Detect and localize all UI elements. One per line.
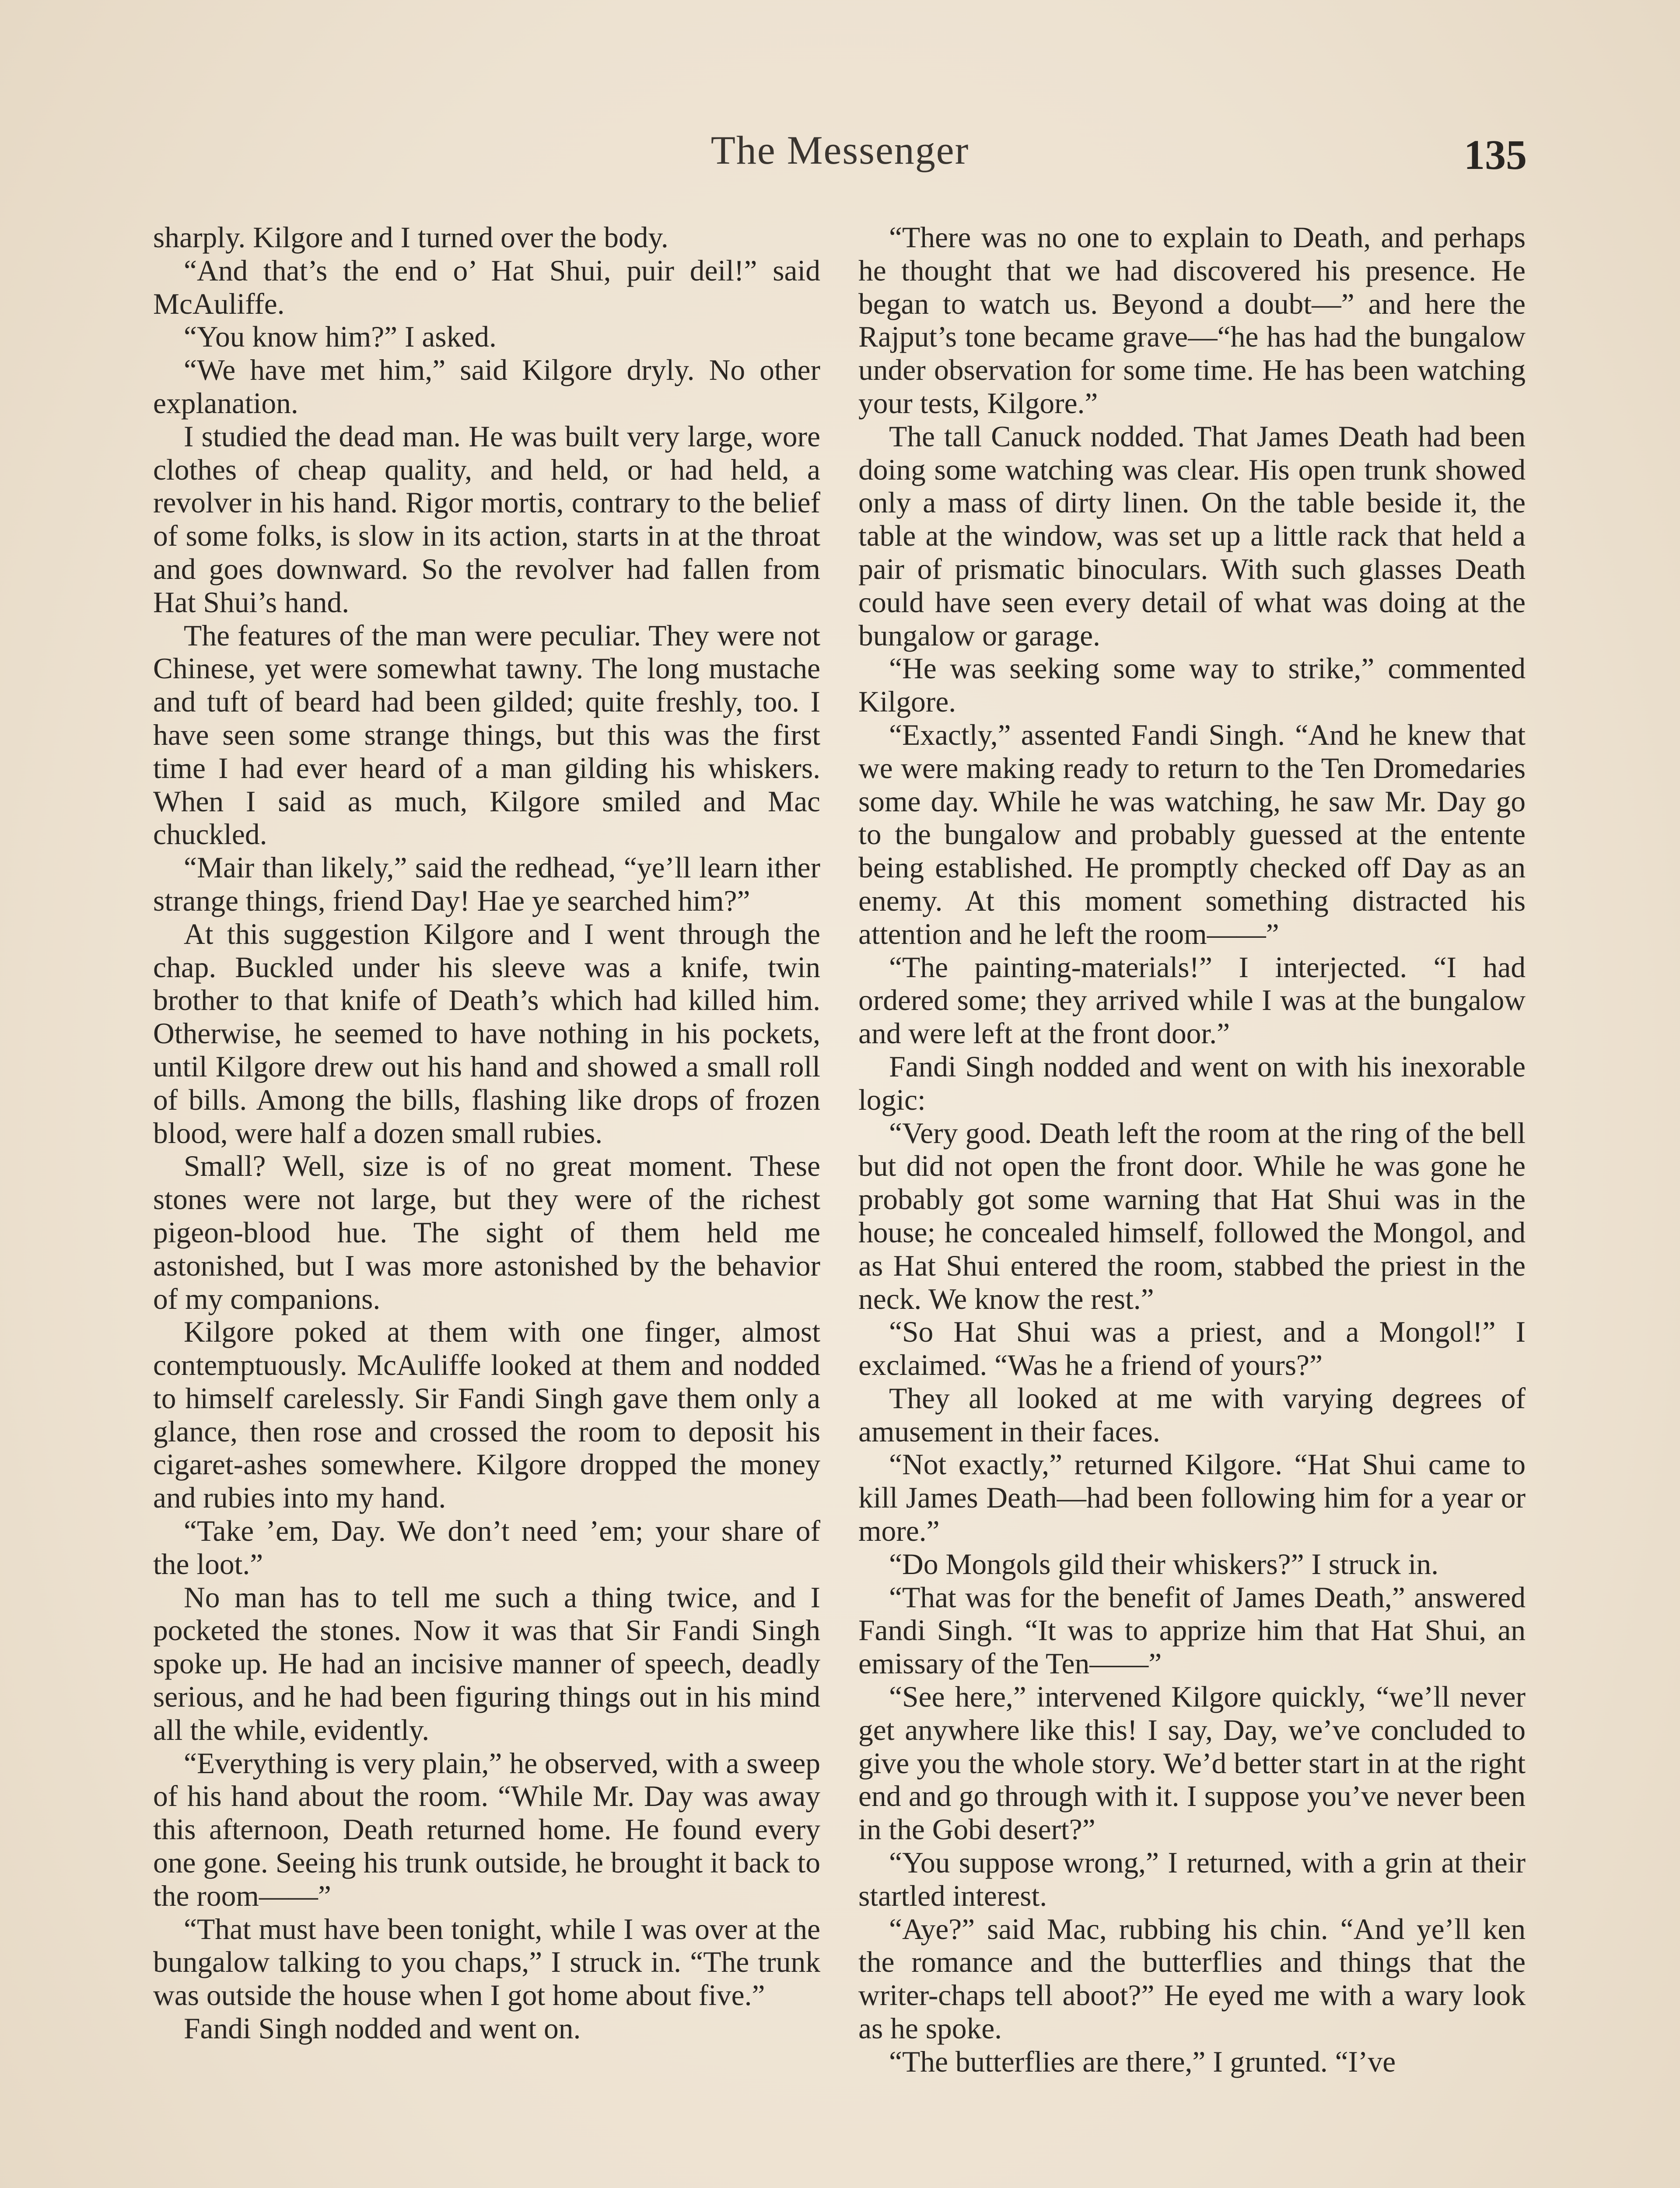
paragraph: “Everything is very plain,” he observed, with a sweep of his hand about the room. “While Mr. Day was away this afternoon, Death returned home. He found every one gone. Seeing his trunk outside, he brought it back to the room——”	[153, 1746, 820, 1912]
paragraph: “Very good. Death left the room at the ring of the bell but did not open the front door. While he was gone he probably got some warning that Hat Shui was in the house; he concealed himself, followed the Mongol, and as Hat Shui entered the room, stabbed the priest in the neck. We know the rest.”	[858, 1116, 1526, 1315]
paragraph: “He was seeking some way to strike,” commented Kilgore.	[858, 652, 1526, 719]
paragraph: “So Hat Shui was a priest, and a Mongol!” I exclaimed. “Was he a friend of yours?”	[858, 1315, 1526, 1382]
paragraph: “That must have been tonight, while I was over at the bungalow talking to you chaps,” I struck in. “The trunk was outside the house when I got home about five.”	[153, 1912, 820, 2012]
paragraph: “See here,” intervened Kilgore quickly, “we’ll never get anywhere like this! I say, Day, we’ve concluded to give you the whole story. We’d better start in at the right end and go through with it. I suppose you’ve never been in the Gobi desert?”	[858, 1680, 1526, 1846]
paragraph: “We have met him,” said Kilgore dryly. No other explanation.	[153, 354, 820, 420]
paragraph: “Take ’em, Day. We don’t need ’em; your share of the loot.”	[153, 1515, 820, 1581]
paragraph: The features of the man were peculiar. They were not Chinese, yet were somewhat tawny. The long mustache and tuft of beard had been gilded; quite freshly, too. I have seen some strange things, but this was the first time I had ever heard of a man gilding his whiskers. When I said as much, Kilgore smiled and Mac chuckled.	[153, 619, 820, 851]
paragraph: “Do Mongols gild their whiskers?” I struck in.	[889, 1547, 1439, 1581]
paragraph: Fandi Singh nodded and went on with his inexorable logic:	[858, 1050, 1526, 1116]
paragraph: “You suppose wrong,” I returned, with a grin at their startled interest.	[858, 1846, 1526, 1912]
paragraph: The tall Canuck nodded. That James Death had been doing some watching was clear. His open trunk showed only a mass of dirty linen. On the table beside it, the table at the window, was set up a little rack that held a pair of prismatic binoculars. With such glasses Death could have seen every detail of what was doing at the bungalow or garage.	[858, 420, 1526, 652]
paragraph: “The painting-materials!” I interjected. “I had ordered some; they arrived while I was at the bungalow and were left at the front door.”	[858, 950, 1526, 1050]
running-header	[153, 127, 1527, 188]
paragraph: “Aye?” said Mac, rubbing his chin. “And ye’ll ken the romance and the butterflies and things that the writer-chaps tell aboot?” He eyed me with a wary look as he spoke.	[858, 1912, 1526, 2045]
paragraph: “You know him?” I asked.	[184, 320, 497, 354]
right-text-column	[858, 221, 1526, 2079]
paragraph: “Exactly,” assented Fandi Singh. “And he knew that we were making ready to return to the Ten Dromedaries some day. While he was watching, he saw Mr. Day go to the bungalow and probably guessed at the entente being established. He promptly checked off Day as an enemy. At this moment something distracted his attention and he left the room——”	[858, 718, 1526, 950]
paragraph: At this suggestion Kilgore and I went through the chap. Buckled under his sleeve was a knife, twin brother to that knife of Death’s which had killed him. Otherwise, he seemed to have nothing in his pockets, until Kilgore drew out his hand and showed a small roll of bills. Among the bills, flashing like drops of frozen blood, were half a dozen small rubies.	[153, 917, 820, 1150]
page-number: 135	[1464, 131, 1527, 178]
running-title: The Messenger	[710, 128, 970, 172]
paragraph: “Mair than likely,” said the redhead, “ye’ll learn ither strange things, friend Day! Hae ye searched him?”	[153, 851, 820, 917]
paragraph: No man has to tell me such a thing twice, and I pocketed the stones. Now it was that Sir Fandi Singh spoke up. He had an incisive manner of speech, deadly serious, and he had been figuring things out in his mind all the while, evidently.	[153, 1581, 820, 1746]
paragraph: I studied the dead man. He was built very large, wore clothes of cheap quality, and held, or had held, a revolver in his hand. Rigor mortis, contrary to the belief of some folks, is slow in its action, starts in at the throat and goes downward. So the revolver had fallen from Hat Shui’s hand.	[153, 420, 820, 619]
paragraph: sharply. Kilgore and I turned over the body.	[153, 221, 668, 254]
paragraph: “Not exactly,” returned Kilgore. “Hat Shui came to kill James Death—had been following him for a year or more.”	[858, 1448, 1526, 1548]
paragraph: “The butterflies are there,” I grunted. “I’ve	[889, 2045, 1396, 2078]
paragraph: “And that’s the end o’ Hat Shui, puir deil!” said McAuliffe.	[153, 254, 820, 320]
paragraph: “That was for the benefit of James Death,” answered Fandi Singh. “It was to apprize him that Hat Shui, an emissary of the Ten——”	[858, 1581, 1526, 1680]
paragraph: “There was no one to explain to Death, and perhaps he thought that we had discovered his presence. He began to watch us. Beyond a doubt—” and here the Rajput’s tone became grave—“he has had the bungalow under observation for some time. He has been watching your tests, Kilgore.”	[858, 221, 1526, 420]
paragraph: Fandi Singh nodded and went on.	[184, 2012, 581, 2045]
paragraph: Small? Well, size is of no great moment. These stones were not large, but they were of the richest pigeon-blood hue. The sight of them held me astonished, but I was more astonished by the behavior of my companions.	[153, 1150, 820, 1315]
paragraph: Kilgore poked at them with one finger, almost contemptuously. McAuliffe looked at them and nodded to himself carelessly. Sir Fandi Singh gave them only a glance, then rose and crossed the room to deposit his cigaret-ashes somewhere. Kilgore dropped the money and rubies into my hand.	[153, 1315, 820, 1515]
left-text-column	[153, 221, 820, 2045]
paragraph: They all looked at me with varying degrees of amusement in their faces.	[858, 1382, 1526, 1448]
